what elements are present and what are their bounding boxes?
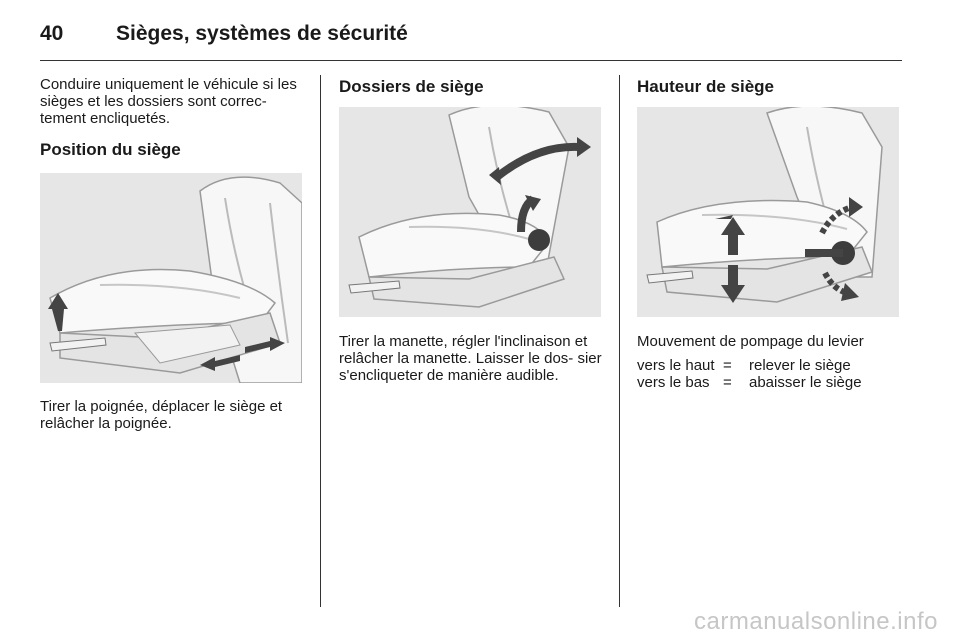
header-rule	[40, 60, 902, 61]
seat-backrest-illustration	[339, 107, 601, 317]
direction-label: vers le bas	[637, 374, 710, 391]
watermark: carmanualsonline.info	[694, 608, 938, 635]
equals-sign: =	[723, 357, 732, 374]
direction-result: relever le siège	[749, 357, 851, 374]
heading-seat-backrest: Dossiers de siège	[339, 77, 484, 96]
column-seat-backrest	[339, 76, 603, 384]
column-divider-2	[619, 75, 620, 607]
seat-height-caption: Mouvement de pompage du levier	[637, 333, 864, 350]
seat-height-illustration	[637, 107, 899, 317]
direction-result: abaisser le siège	[749, 374, 862, 391]
seat-position-caption: Tirer la poignée, déplacer le siège et relâcher la poignée.	[40, 398, 283, 432]
seat-backrest-caption: Tirer la manette, régler l'inclinaison et relâcher la manette. Laisser le dos- sier s'encliqueter de manière audible.	[339, 333, 602, 384]
list-item	[637, 357, 901, 374]
column-seat-height	[637, 76, 901, 391]
intro-text: Conduire uniquement le véhicule si les sièges et les dossiers sont correc- tement encliquetés.	[40, 76, 297, 127]
equals-sign: =	[723, 374, 732, 391]
column-seat-position	[40, 76, 304, 432]
list-item	[637, 374, 901, 391]
pump-direction-list	[637, 357, 901, 391]
page-number: 40	[40, 22, 64, 45]
heading-seat-height: Hauteur de siège	[637, 77, 774, 96]
direction-label: vers le haut	[637, 357, 715, 374]
page-header	[40, 18, 900, 58]
seat-position-illustration	[40, 173, 302, 383]
column-divider-1	[320, 75, 321, 607]
heading-seat-position: Position du siège	[40, 140, 181, 159]
page-title: Sièges, systèmes de sécurité	[116, 22, 408, 45]
